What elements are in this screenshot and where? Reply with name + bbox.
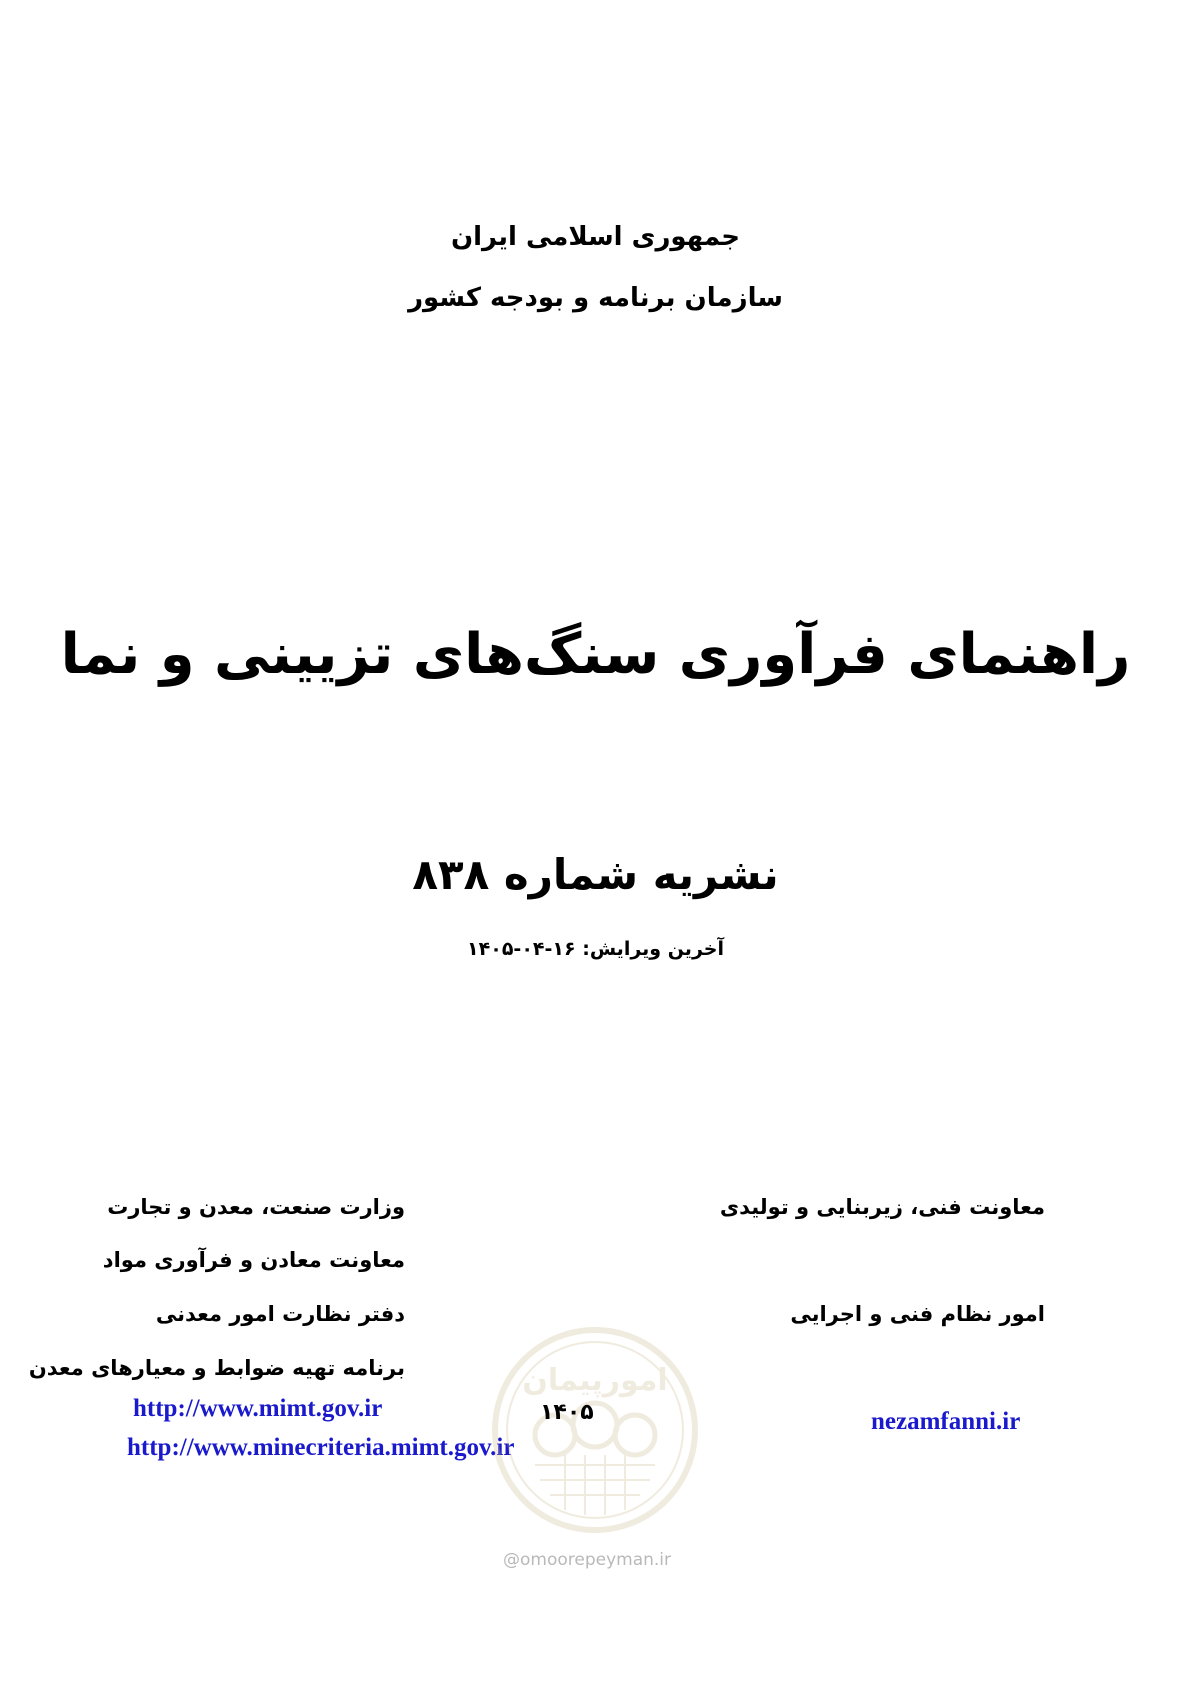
watermark-text: @omoorepeyman.ir: [503, 1550, 672, 1570]
document-title: راهنمای فرآوری سنگ‌های تزیینی و نما: [60, 622, 1131, 687]
mining-deputy: معاونت معادن و فرآوری مواد: [102, 1248, 405, 1272]
watermark-logo: [485, 1325, 705, 1535]
criteria-program: برنامه تهیه ضوابط و معیارهای معدن: [28, 1356, 405, 1380]
technical-affairs: امور نظام فنی و اجرایی: [790, 1302, 1045, 1326]
country-name: جمهوری اسلامی ایران: [450, 222, 741, 252]
mining-office: دفتر نظارت امور معدنی: [155, 1302, 405, 1326]
minecriteria-link[interactable]: http://www.minecriteria.mimt.gov.ir: [127, 1434, 515, 1461]
deputy-technical: معاونت فنی، زیربنایی و تولیدی: [719, 1195, 1045, 1219]
last-edit-date: آخرین ویرایش: ۱۶-۰۴-۱۴۰۵: [467, 938, 724, 960]
publication-year: ۱۴۰۵: [540, 1400, 594, 1425]
ministry-name: وزارت صنعت، معدن و تجارت: [107, 1195, 405, 1219]
watermark-logo-text: امورپیمان: [522, 1363, 668, 1398]
nezamfanni-link[interactable]: nezamfanni.ir: [871, 1408, 1021, 1435]
mimt-link[interactable]: http://www.mimt.gov.ir: [133, 1395, 383, 1422]
organization-name: سازمان برنامه و بودجه کشور: [408, 283, 783, 313]
publication-number: نشریه شماره ۸۳۸: [412, 850, 779, 899]
